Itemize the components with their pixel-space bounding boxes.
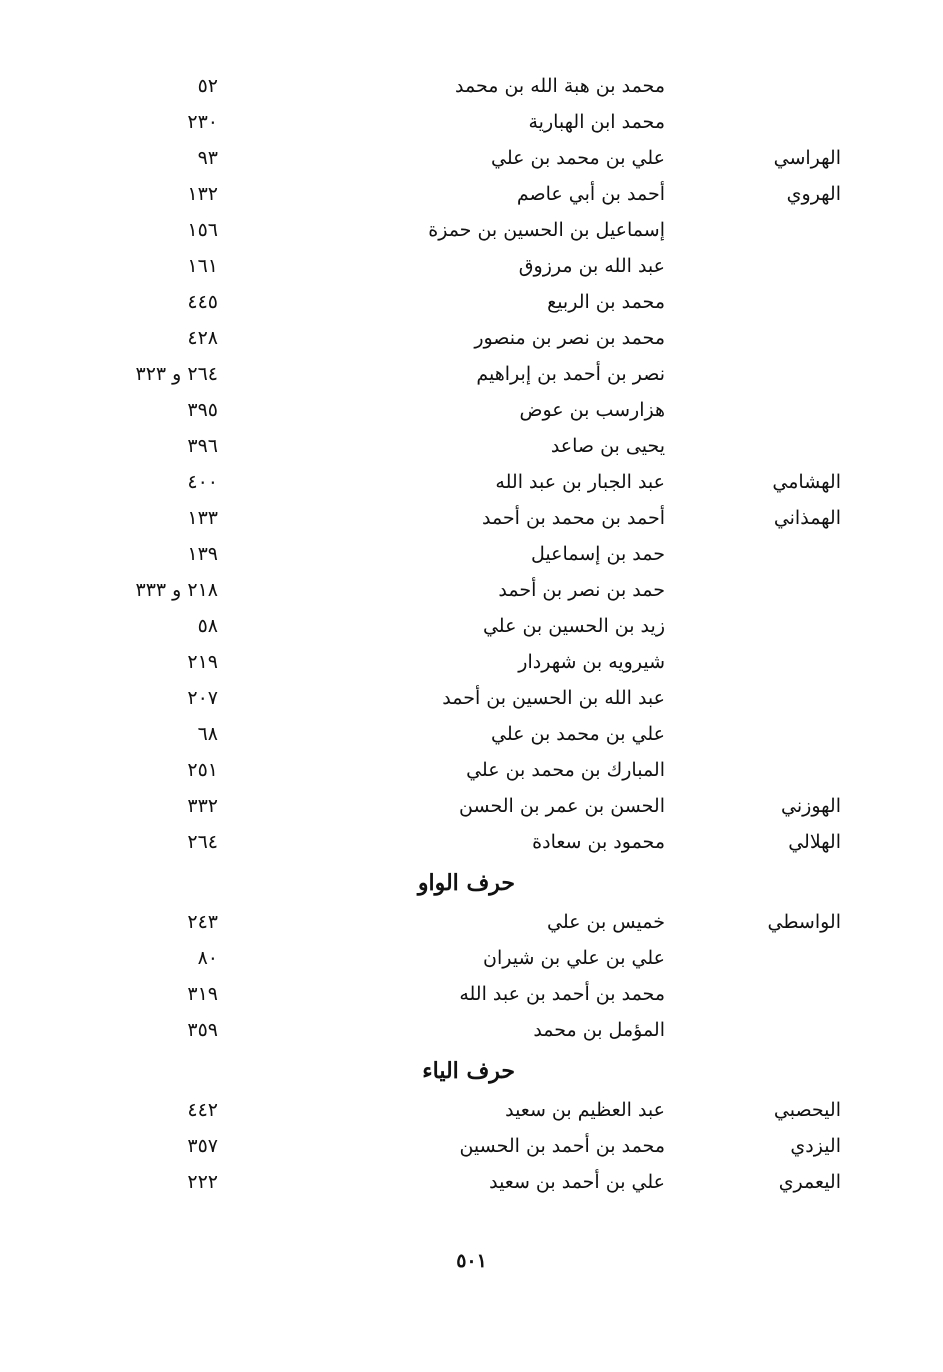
nisba-label: الهروي bbox=[786, 183, 841, 205]
index-entry bbox=[0, 1012, 943, 1048]
full-name: أحمد بن أبي عاصم bbox=[516, 183, 665, 205]
full-name: هزارسب بن عوض bbox=[519, 399, 665, 421]
full-name: عبد الله بن الحسين بن أحمد bbox=[442, 687, 665, 709]
full-name: يحيى بن صاعد bbox=[550, 435, 665, 457]
full-name: حمد بن إسماعيل bbox=[531, 543, 665, 565]
full-name: محمود بن سعادة bbox=[532, 831, 665, 853]
full-name: الحسن بن عمر بن الحسن bbox=[459, 795, 665, 817]
page-ref: ٣٩٦ bbox=[187, 435, 218, 457]
page-ref: ٢٦٤ bbox=[187, 831, 218, 853]
full-name: علي بن علي بن شيران bbox=[483, 947, 665, 969]
page-ref: ٤٠٠ bbox=[187, 471, 218, 493]
index-entry bbox=[0, 284, 943, 320]
full-name: عبد الله بن مرزوق bbox=[518, 255, 665, 277]
page-ref: ٢١٩ bbox=[187, 651, 218, 673]
index-entry bbox=[0, 176, 943, 212]
nisba-label: الهشامي bbox=[772, 471, 841, 493]
full-name: خميس بن علي bbox=[547, 911, 665, 933]
nisba-label: اليحصبي bbox=[773, 1099, 841, 1121]
index-entry bbox=[0, 500, 943, 536]
full-name: محمد بن نصر بن منصور bbox=[474, 327, 665, 349]
full-name: محمد بن أحمد بن عبد الله bbox=[459, 983, 665, 1005]
nisba-label: الهراسي bbox=[773, 147, 841, 169]
page-number: ٥٠١ bbox=[456, 1250, 487, 1272]
page-ref: ٢١٨ و ٣٣٣ bbox=[135, 579, 218, 601]
index-entry bbox=[0, 608, 943, 644]
nisba-label: الهلالي bbox=[788, 831, 841, 853]
page-ref: ٢٥١ bbox=[187, 759, 218, 781]
full-name: عبد الجبار بن عبد الله bbox=[495, 471, 665, 493]
index-entry bbox=[0, 104, 943, 140]
index-entry bbox=[0, 320, 943, 356]
full-name: شيرويه بن شهردار bbox=[518, 651, 665, 673]
full-name: علي بن محمد بن علي bbox=[491, 147, 665, 169]
page-ref: ٣١٩ bbox=[187, 983, 218, 1005]
index-entry bbox=[0, 788, 943, 824]
index-entry bbox=[0, 68, 943, 104]
nisba-label: الهوزني bbox=[781, 795, 841, 817]
page-ref: ١٣٩ bbox=[187, 543, 218, 565]
full-name: حمد بن نصر بن أحمد bbox=[498, 579, 665, 601]
index-entry bbox=[0, 824, 943, 860]
full-name: علي بن محمد بن علي bbox=[491, 723, 665, 745]
index-entry bbox=[0, 1092, 943, 1128]
index-entry bbox=[0, 716, 943, 752]
page-ref: ٣٩٥ bbox=[187, 399, 218, 421]
index-entry bbox=[0, 680, 943, 716]
page-ref: ٤٤٢ bbox=[187, 1099, 218, 1121]
page-ref: ٢٣٠ bbox=[187, 111, 218, 133]
full-name: نصر بن أحمد بن إبراهيم bbox=[476, 363, 665, 385]
nisba-label: الهمذاني bbox=[773, 507, 841, 529]
full-name: علي بن أحمد بن سعيد bbox=[489, 1171, 665, 1193]
page-ref: ٨٠ bbox=[197, 947, 218, 969]
index-entry bbox=[0, 1164, 943, 1200]
section-heading: حرف الياء bbox=[422, 1058, 515, 1084]
page-ref: ٣٥٩ bbox=[187, 1019, 218, 1041]
page-ref: ٣٥٧ bbox=[187, 1135, 218, 1157]
page-ref: ٤٢٨ bbox=[187, 327, 218, 349]
full-name: محمد بن أحمد بن الحسين bbox=[459, 1135, 665, 1157]
page-ref: ٢٠٧ bbox=[187, 687, 218, 709]
full-name: محمد بن الربيع bbox=[547, 291, 665, 313]
index-entry bbox=[0, 248, 943, 284]
nisba-label: اليزدي bbox=[790, 1135, 841, 1157]
page-ref: ٩٣ bbox=[197, 147, 218, 169]
page-ref: ٤٤٥ bbox=[187, 291, 218, 313]
page-ref: ١٣٢ bbox=[187, 183, 218, 205]
index-entry bbox=[0, 1128, 943, 1164]
full-name: زيد بن الحسين بن علي bbox=[482, 615, 665, 637]
page-ref: ٥٢ bbox=[197, 75, 218, 97]
page-ref: ٦٨ bbox=[197, 723, 218, 745]
index-entry bbox=[0, 752, 943, 788]
index-entry bbox=[0, 536, 943, 572]
index-entry bbox=[0, 976, 943, 1012]
index-entry bbox=[0, 428, 943, 464]
page-ref: ٢٦٤ و ٣٢٣ bbox=[135, 363, 218, 385]
nisba-label: اليعمري bbox=[778, 1171, 841, 1193]
nisba-label: الواسطي bbox=[767, 911, 841, 933]
index-entry bbox=[0, 940, 943, 976]
full-name: المؤمل بن محمد bbox=[533, 1019, 665, 1041]
full-name: عبد العظيم بن سعيد bbox=[505, 1099, 665, 1121]
index-entry bbox=[0, 140, 943, 176]
section-heading: حرف الواو bbox=[417, 870, 515, 896]
index-entry bbox=[0, 904, 943, 940]
index-entry bbox=[0, 644, 943, 680]
index-entry bbox=[0, 464, 943, 500]
page-ref: ٥٨ bbox=[197, 615, 218, 637]
page-ref: ٢٤٣ bbox=[187, 911, 218, 933]
full-name: إسماعيل بن الحسين بن حمزة bbox=[428, 219, 665, 241]
index-entry bbox=[0, 572, 943, 608]
index-entry bbox=[0, 392, 943, 428]
page-ref: ٣٣٢ bbox=[187, 795, 218, 817]
index-entry bbox=[0, 212, 943, 248]
full-name: أحمد بن محمد بن أحمد bbox=[481, 507, 665, 529]
index-entry bbox=[0, 356, 943, 392]
full-name: المبارك بن محمد بن علي bbox=[466, 759, 665, 781]
page-ref: ٢٢٢ bbox=[187, 1171, 218, 1193]
page-ref: ١٦١ bbox=[187, 255, 218, 277]
page-ref: ١٥٦ bbox=[187, 219, 218, 241]
page-ref: ١٣٣ bbox=[187, 507, 218, 529]
full-name: محمد بن هبة الله بن محمد bbox=[455, 75, 665, 97]
full-name: محمد ابن الهبارية bbox=[528, 111, 665, 133]
